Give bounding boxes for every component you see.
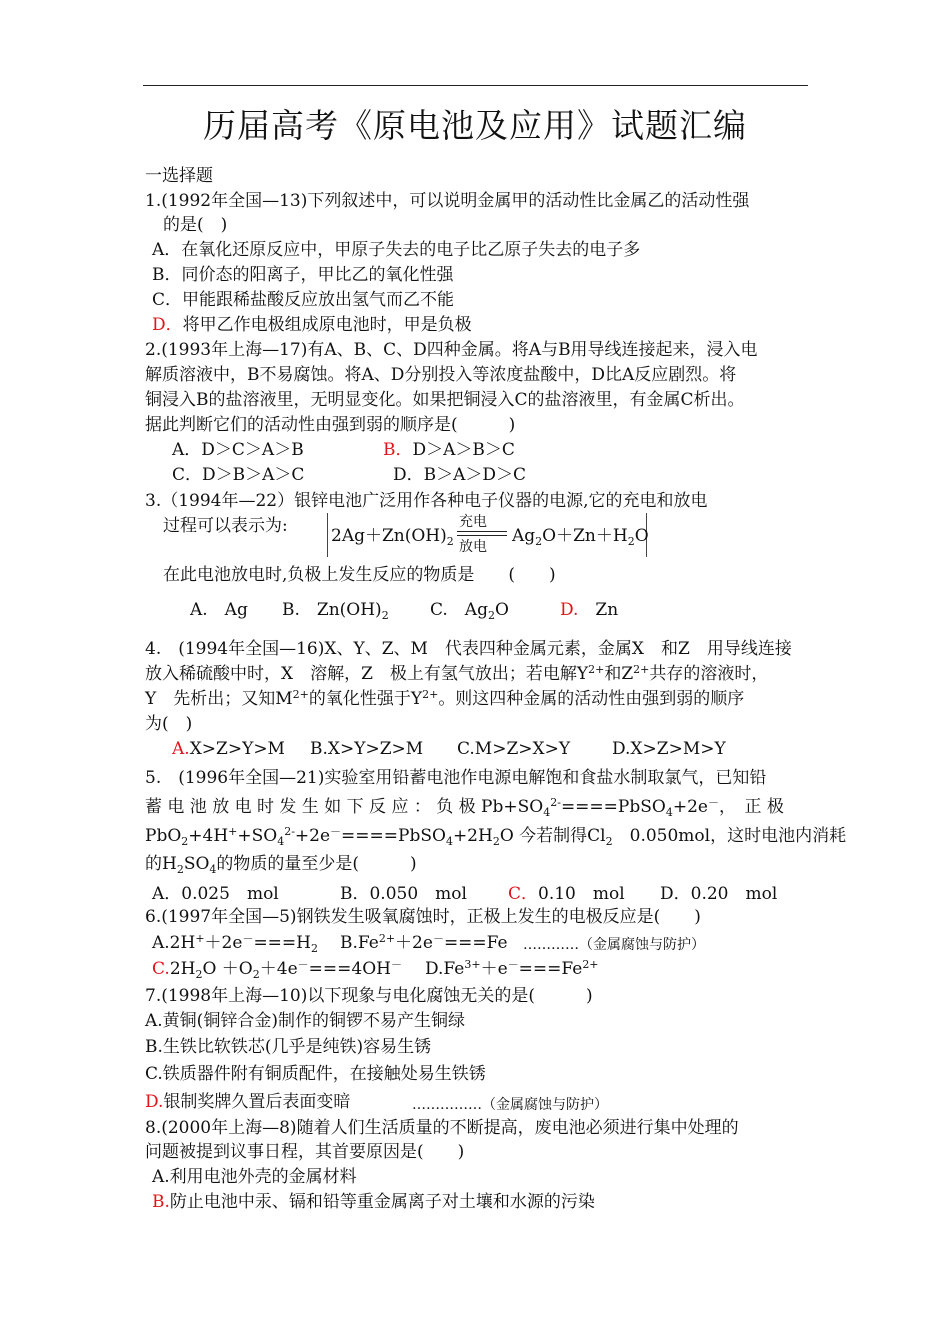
q3-stem-line1: 3.（1994年—22）银锌电池广泛用作各种电子仪器的电源,它的充电和放电 [145,491,708,511]
q5-option-c: C．0.10 mol [508,884,625,904]
q2-option-d: D．B＞A＞D＞C [393,465,527,485]
q6-topic-note: …………（金属腐蚀与防护） [523,937,705,953]
q1-option-b: B．同价态的阳离子，甲比乙的氧化性强 [152,265,454,285]
q3-stem-line2: 过程可以表示为: [163,516,288,536]
q3-stem-line3: 在此电池放电时,负极上发生反应的物质是 ( ) [163,565,556,585]
q2-stem-line1: 2.(1993年上海—17)有A、B、C、D四种金属。将A与B用导线连接起来，浸入电 [145,340,758,360]
q4-option-d: D.X>Z>M>Y [612,739,726,759]
q2-stem-line2: 解质溶液中，B不易腐蚀。将A、D分别投入等浓度盐酸中，D比A反应剧烈。将 [145,365,737,385]
q2-option-a: A．D＞C＞A＞B [172,440,304,460]
q2-stem-line3: 铜浸入B的盐溶液里，无明显变化。如果把铜浸入C的盐溶液里，有金属C析出。 [145,390,745,410]
q1-option-c: C．甲能跟稀盐酸反应放出氢气而乙不能 [152,290,455,310]
q8-stem-line2: 问题被提到议事日程，其首要原因是( ) [145,1142,465,1162]
q2-stem-line4: 据此判断它们的活动性由强到弱的顺序是( ) [145,415,516,435]
q3-equation-discharge-label: 放电 [459,539,487,555]
q3-equation-right: $Ag_2O+Zn+H_2O$ [512,526,649,548]
q4-stem-line2: 放入稀硫酸中时，X 溶解，Z 极上有氢气放出；若电解$Y^{2+}$和$Z^{2+}$共存的溶液时， [145,663,769,684]
q3-equation-left: $2Ag+Zn(OH)_2$ [331,526,454,548]
q4-stem-line3: Y 先析出；又知$M^{2+}$的氧化性强于$Y^{2+}$。则这四种金属的活动性由强到弱的顺序 [145,688,745,709]
q7-option-a: A.黄铜(铜锌合金)制作的铜锣不易产生铜绿 [145,1011,465,1031]
reversible-arrow-icon [457,513,509,557]
q8-answer-letter: B. [152,1192,170,1212]
q8-option-a: A.利用电池外壳的金属材料 [152,1167,357,1187]
q8-option-b: B.防止电池中汞、镉和铅等重金属离子对土壤和水源的污染 [152,1192,595,1212]
q3-equation [327,513,647,557]
section-heading: 一选择题 [145,166,213,186]
q4-option-b: B.X>Y>Z>M [310,739,424,759]
q2-answer-letter: B． [383,440,413,460]
q5-stem-line1: 5. (1996年全国—21)实验室用铅蓄电池作电源电解饱和食盐水制取氯气，已知铅 [145,768,767,788]
q7-answer-letter: D. [145,1092,164,1112]
q5-answer-letter: C． [508,884,539,904]
q5-option-d: D．0.20 mol [660,884,778,904]
q4-option-c: C.M>Z>X>Y [457,739,571,759]
q5-option-b: B．0.050 mol [340,884,467,904]
q5-stem-line2: 蓄 电 池 放 电 时 发 生 如 下 反 应 ： 负 极 $Pb+SO_4^{2-}====PbSO_4+2e^-$， 正 极 [145,796,784,819]
q2-option-b: B．D＞A＞B＞C [383,440,515,460]
q7-option-d: D.银制奖牌久置后表面变暗 [145,1092,351,1112]
q4-stem-line4: 为( ) [145,714,193,734]
q1-stem-line1: 1.(1992年全国—13)下列叙述中，可以说明金属甲的活动性比金属乙的活动性强 [145,191,750,211]
q8-stem-line1: 8.(2000年上海—8)随着人们生活质量的不断提高，废电池必须进行集中处理的 [145,1118,739,1138]
q3-option-a: A. Ag [190,600,248,620]
q1-answer-letter: D． [152,315,183,335]
q4-stem-line1: 4. (1994年全国—16)X、Y、Z、M 代表四种金属元素，金属X 和Z 用导线连接 [145,639,792,659]
q7-option-c: C.铁质器件附有铜质配件，在接触处易生铁锈 [145,1064,486,1084]
q5-stem-line4: 的$H_2SO_4$的物质的量至少是( ) [145,854,417,876]
q6-option-c: $C.2H_2O +O_2+4e^-===4OH^-$ [152,958,402,981]
q4-option-a: A.X>Z>Y>M [172,739,285,759]
q6-answer-letter: C. [152,959,170,979]
q6-stem: 6.(1997年全国—5)钢铁发生吸氧腐蚀时，正极上发生的电极反应是( ) [145,907,701,927]
q7-topic-note: ……………（金属腐蚀与防护） [412,1097,608,1113]
q2-option-c: C．D＞B＞A＞C [172,465,305,485]
q7-stem: 7.(1998年上海—10)以下现象与电化腐蚀无关的是( ) [145,986,593,1006]
q3-answer-letter: D. [560,600,579,620]
q1-option-d: D．将甲乙作电极组成原电池时，甲是负极 [152,315,472,335]
q7-option-b: B.生铁比软铁芯(几乎是纯铁)容易生锈 [145,1037,432,1057]
q5-option-a: A．0.025 mol [152,884,279,904]
header-rule [143,85,808,86]
q3-option-d: D. Zn [560,600,619,620]
q6-option-b: $B.Fe^{2+}+2e^-===Fe$ [340,932,508,953]
q1-option-a: A．在氧化还原反应中，甲原子失去的电子比乙原子失去的电子多 [152,240,641,260]
q1-stem-line2: 的是( ) [163,215,228,235]
q5-stem-line3: $PbO_2+4H^++SO_4^{2-}+2e^-====PbSO_4+2H_2O$ 今若制得$Cl_2$ 0.050mol，这时电池内消耗 [145,825,847,848]
q6-option-d: $D.Fe^{3+}+e^-===Fe^{2+}$ [425,958,599,979]
page-title: 历届高考《原电池及应用》试题汇编 [203,106,747,145]
q3-option-c: C. $Ag_2O$ [430,600,509,622]
q4-answer-letter: A. [172,739,190,759]
q3-option-b: B. $Zn(OH)_2$ [282,600,389,622]
q6-option-a: $A.2H^++2e^-===H_2$ [152,932,318,955]
q3-equation-charge-label: 充电 [459,514,487,530]
